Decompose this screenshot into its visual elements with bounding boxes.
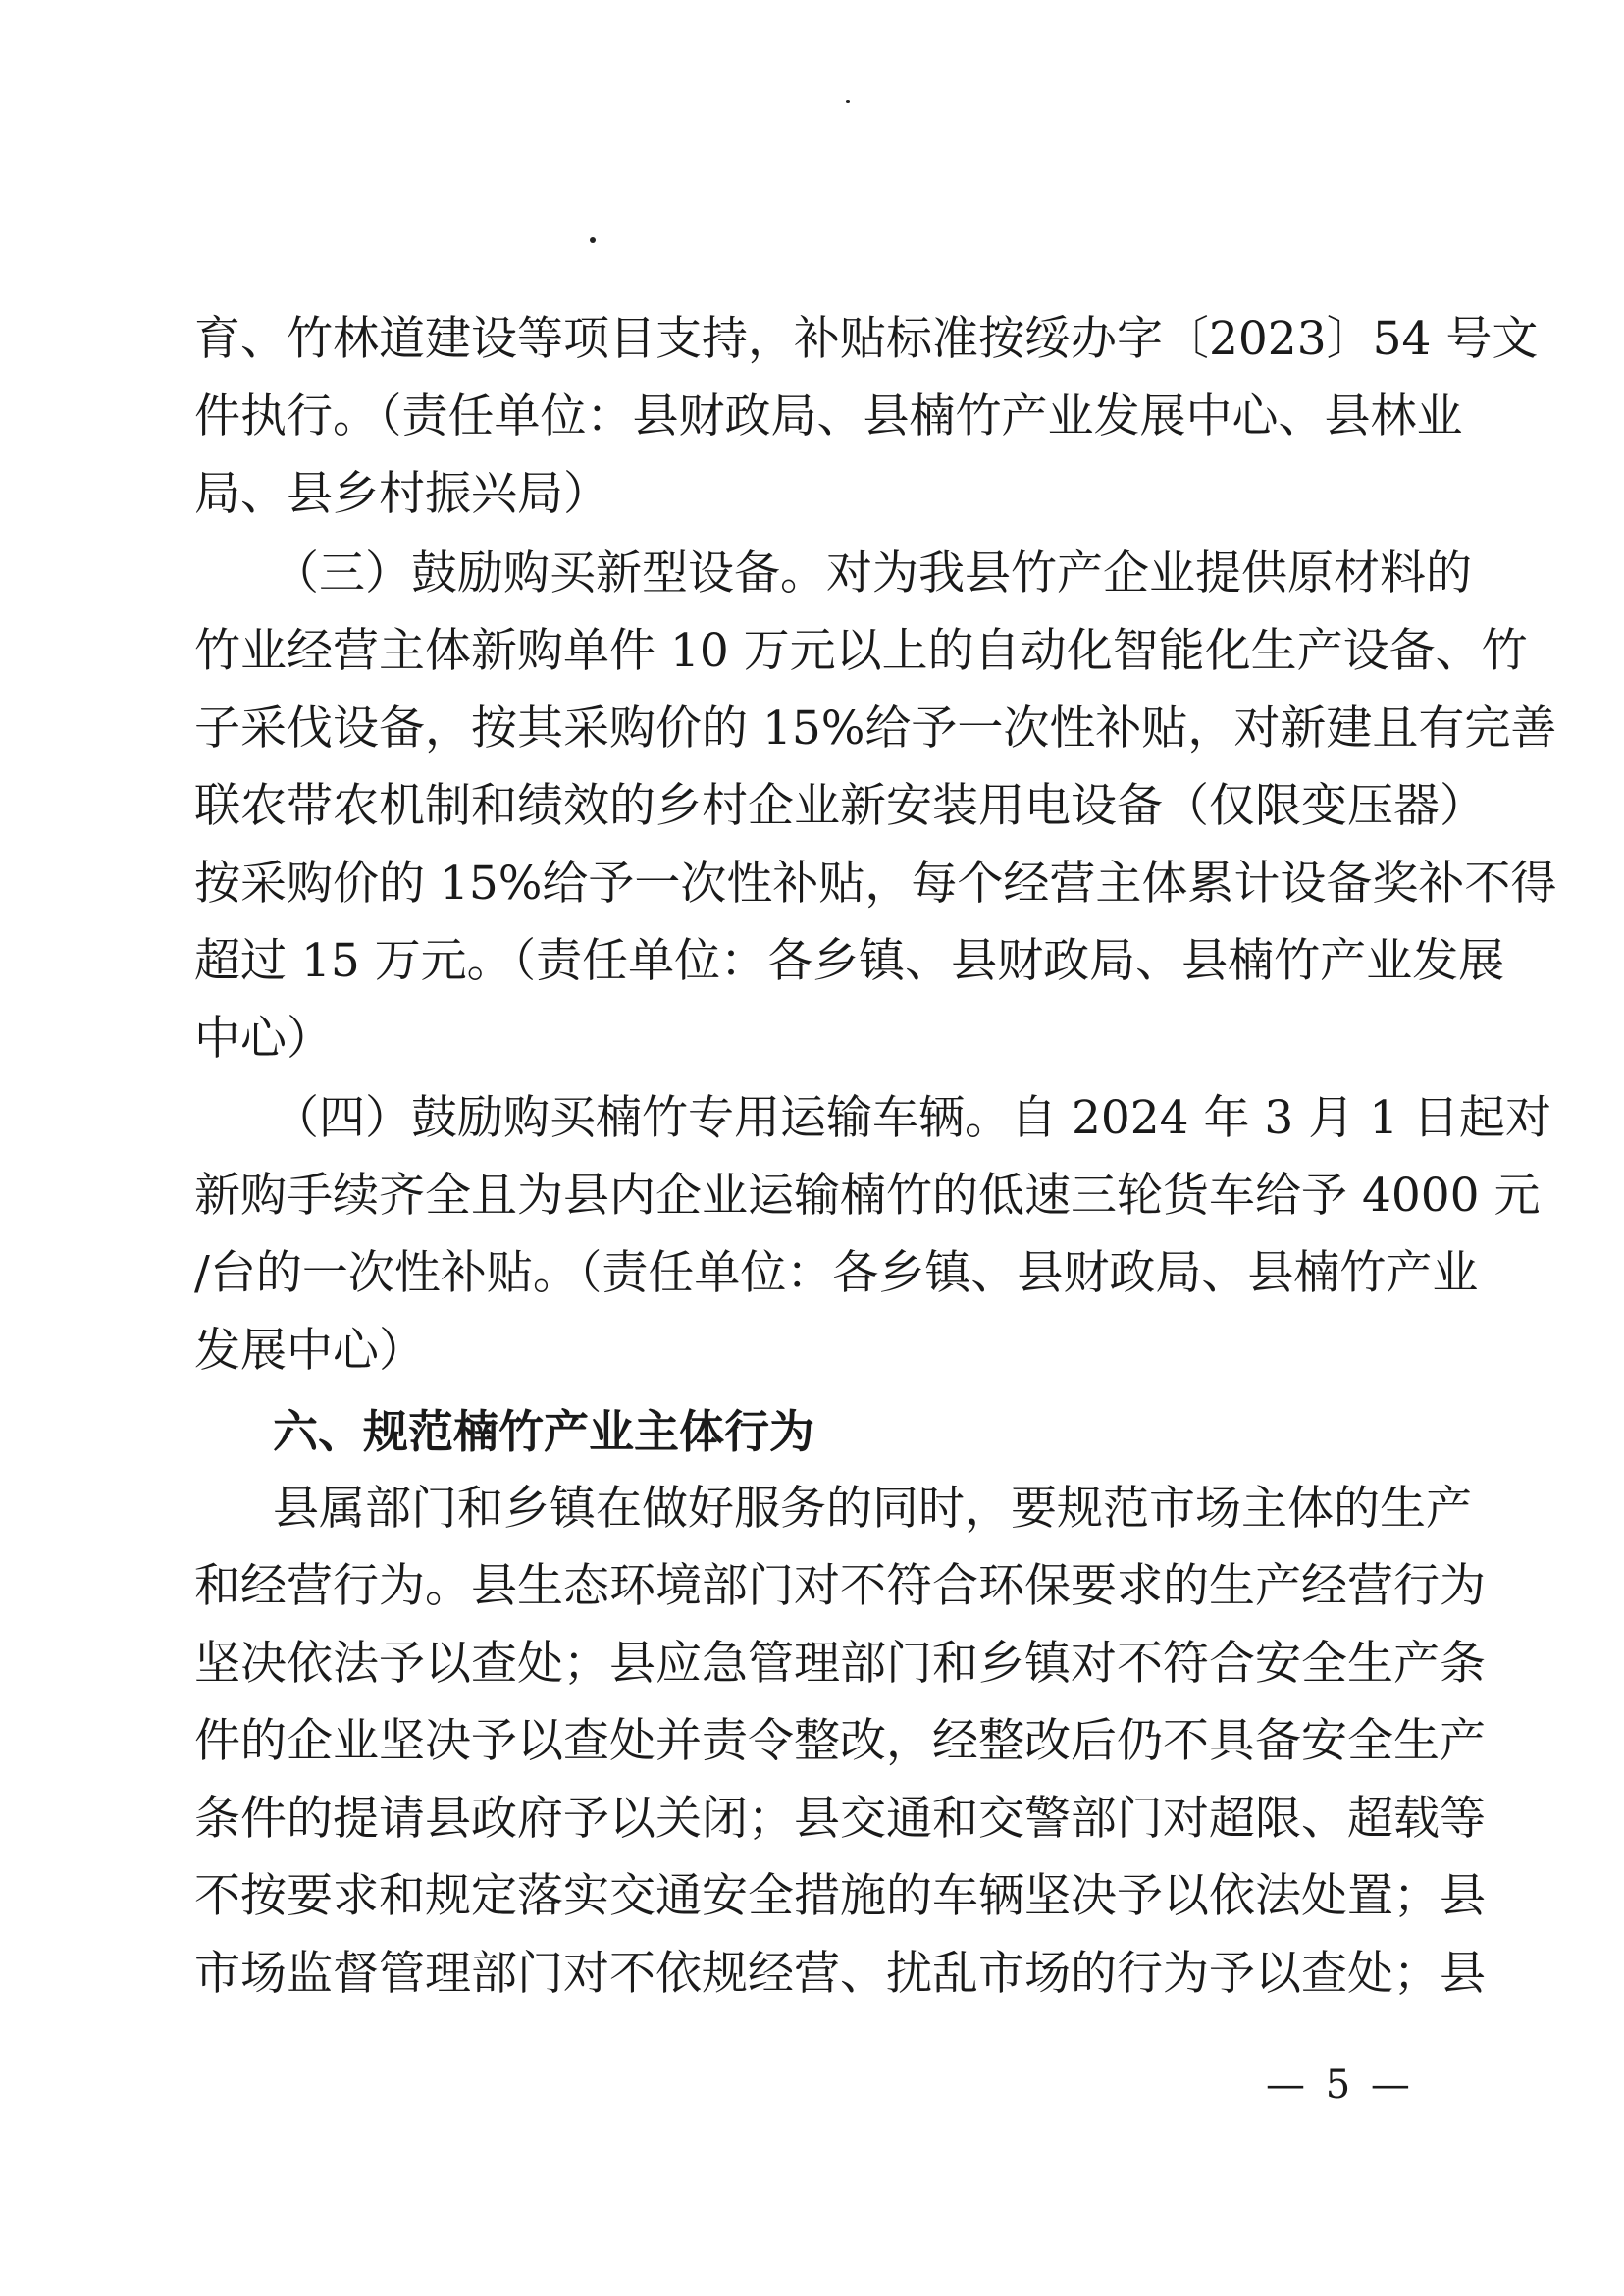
body-line: 不按要求和规定落实交通安全措施的车辆坚决予以依法处置；县 bbox=[194, 1869, 1486, 1923]
body-line: 超过 15 万元。（责任单位：各乡镇、县财政局、县楠竹产业发展 bbox=[194, 934, 1505, 988]
body-line: 市场监督管理部门对不依规经营、扰乱市场的行为予以查处；县 bbox=[194, 1947, 1486, 2001]
scan-speck bbox=[846, 100, 850, 103]
body-line: 条件的提请县政府予以关闭；县交通和交警部门对超限、超载等 bbox=[194, 1792, 1486, 1846]
body-line: （三）鼓励购买新型设备。对为我县竹产企业提供原材料的 bbox=[273, 547, 1472, 600]
scan-speck bbox=[590, 237, 596, 243]
body-line: 新购手续齐全且为县内企业运输楠竹的低速三轮货车给予 4000 元 bbox=[194, 1169, 1541, 1223]
body-line: 育、竹林道建设等项目支持，补贴标准按绥办字〔2023〕54 号文 bbox=[194, 312, 1539, 366]
body-line: 发展中心） bbox=[194, 1324, 425, 1378]
body-line: 坚决依法予以查处；县应急管理部门和乡镇对不符合安全生产条 bbox=[194, 1637, 1486, 1691]
body-line: 竹业经营主体新购单件 10 万元以上的自动化智能化生产设备、竹 bbox=[194, 624, 1528, 678]
body-line: 和经营行为。县生态环境部门对不符合环保要求的生产经营行为 bbox=[194, 1559, 1486, 1613]
body-line: 按采购价的 15%给予一次性补贴，每个经营主体累计设备奖补不得 bbox=[194, 857, 1557, 911]
body-line: /台的一次性补贴。（责任单位：各乡镇、县财政局、县楠竹产业 bbox=[194, 1246, 1479, 1300]
body-line: 联农带农机制和绩效的乡村企业新安装用电设备（仅限变压器） bbox=[194, 779, 1486, 833]
body-line: 件执行。（责任单位：县财政局、县楠竹产业发展中心、县林业 bbox=[194, 390, 1463, 444]
section-heading: 六、规范楠竹产业主体行为 bbox=[273, 1405, 814, 1458]
body-line: 中心） bbox=[194, 1012, 333, 1066]
body-line: 县属部门和乡镇在做好服务的同时，要规范市场主体的生产 bbox=[273, 1482, 1472, 1536]
body-line: （四）鼓励购买楠竹专用运输车辆。自 2024 年 3 月 1 日起对 bbox=[273, 1091, 1552, 1145]
page-number: — 5 — bbox=[1266, 2062, 1414, 2108]
body-line: 子采伐设备，按其采购价的 15%给予一次性补贴，对新建且有完善 bbox=[194, 702, 1557, 756]
body-line: 件的企业坚决予以查处并责令整改，经整改后仍不具备安全生产 bbox=[194, 1714, 1486, 1768]
body-line: 局、县乡村振兴局） bbox=[194, 467, 609, 521]
